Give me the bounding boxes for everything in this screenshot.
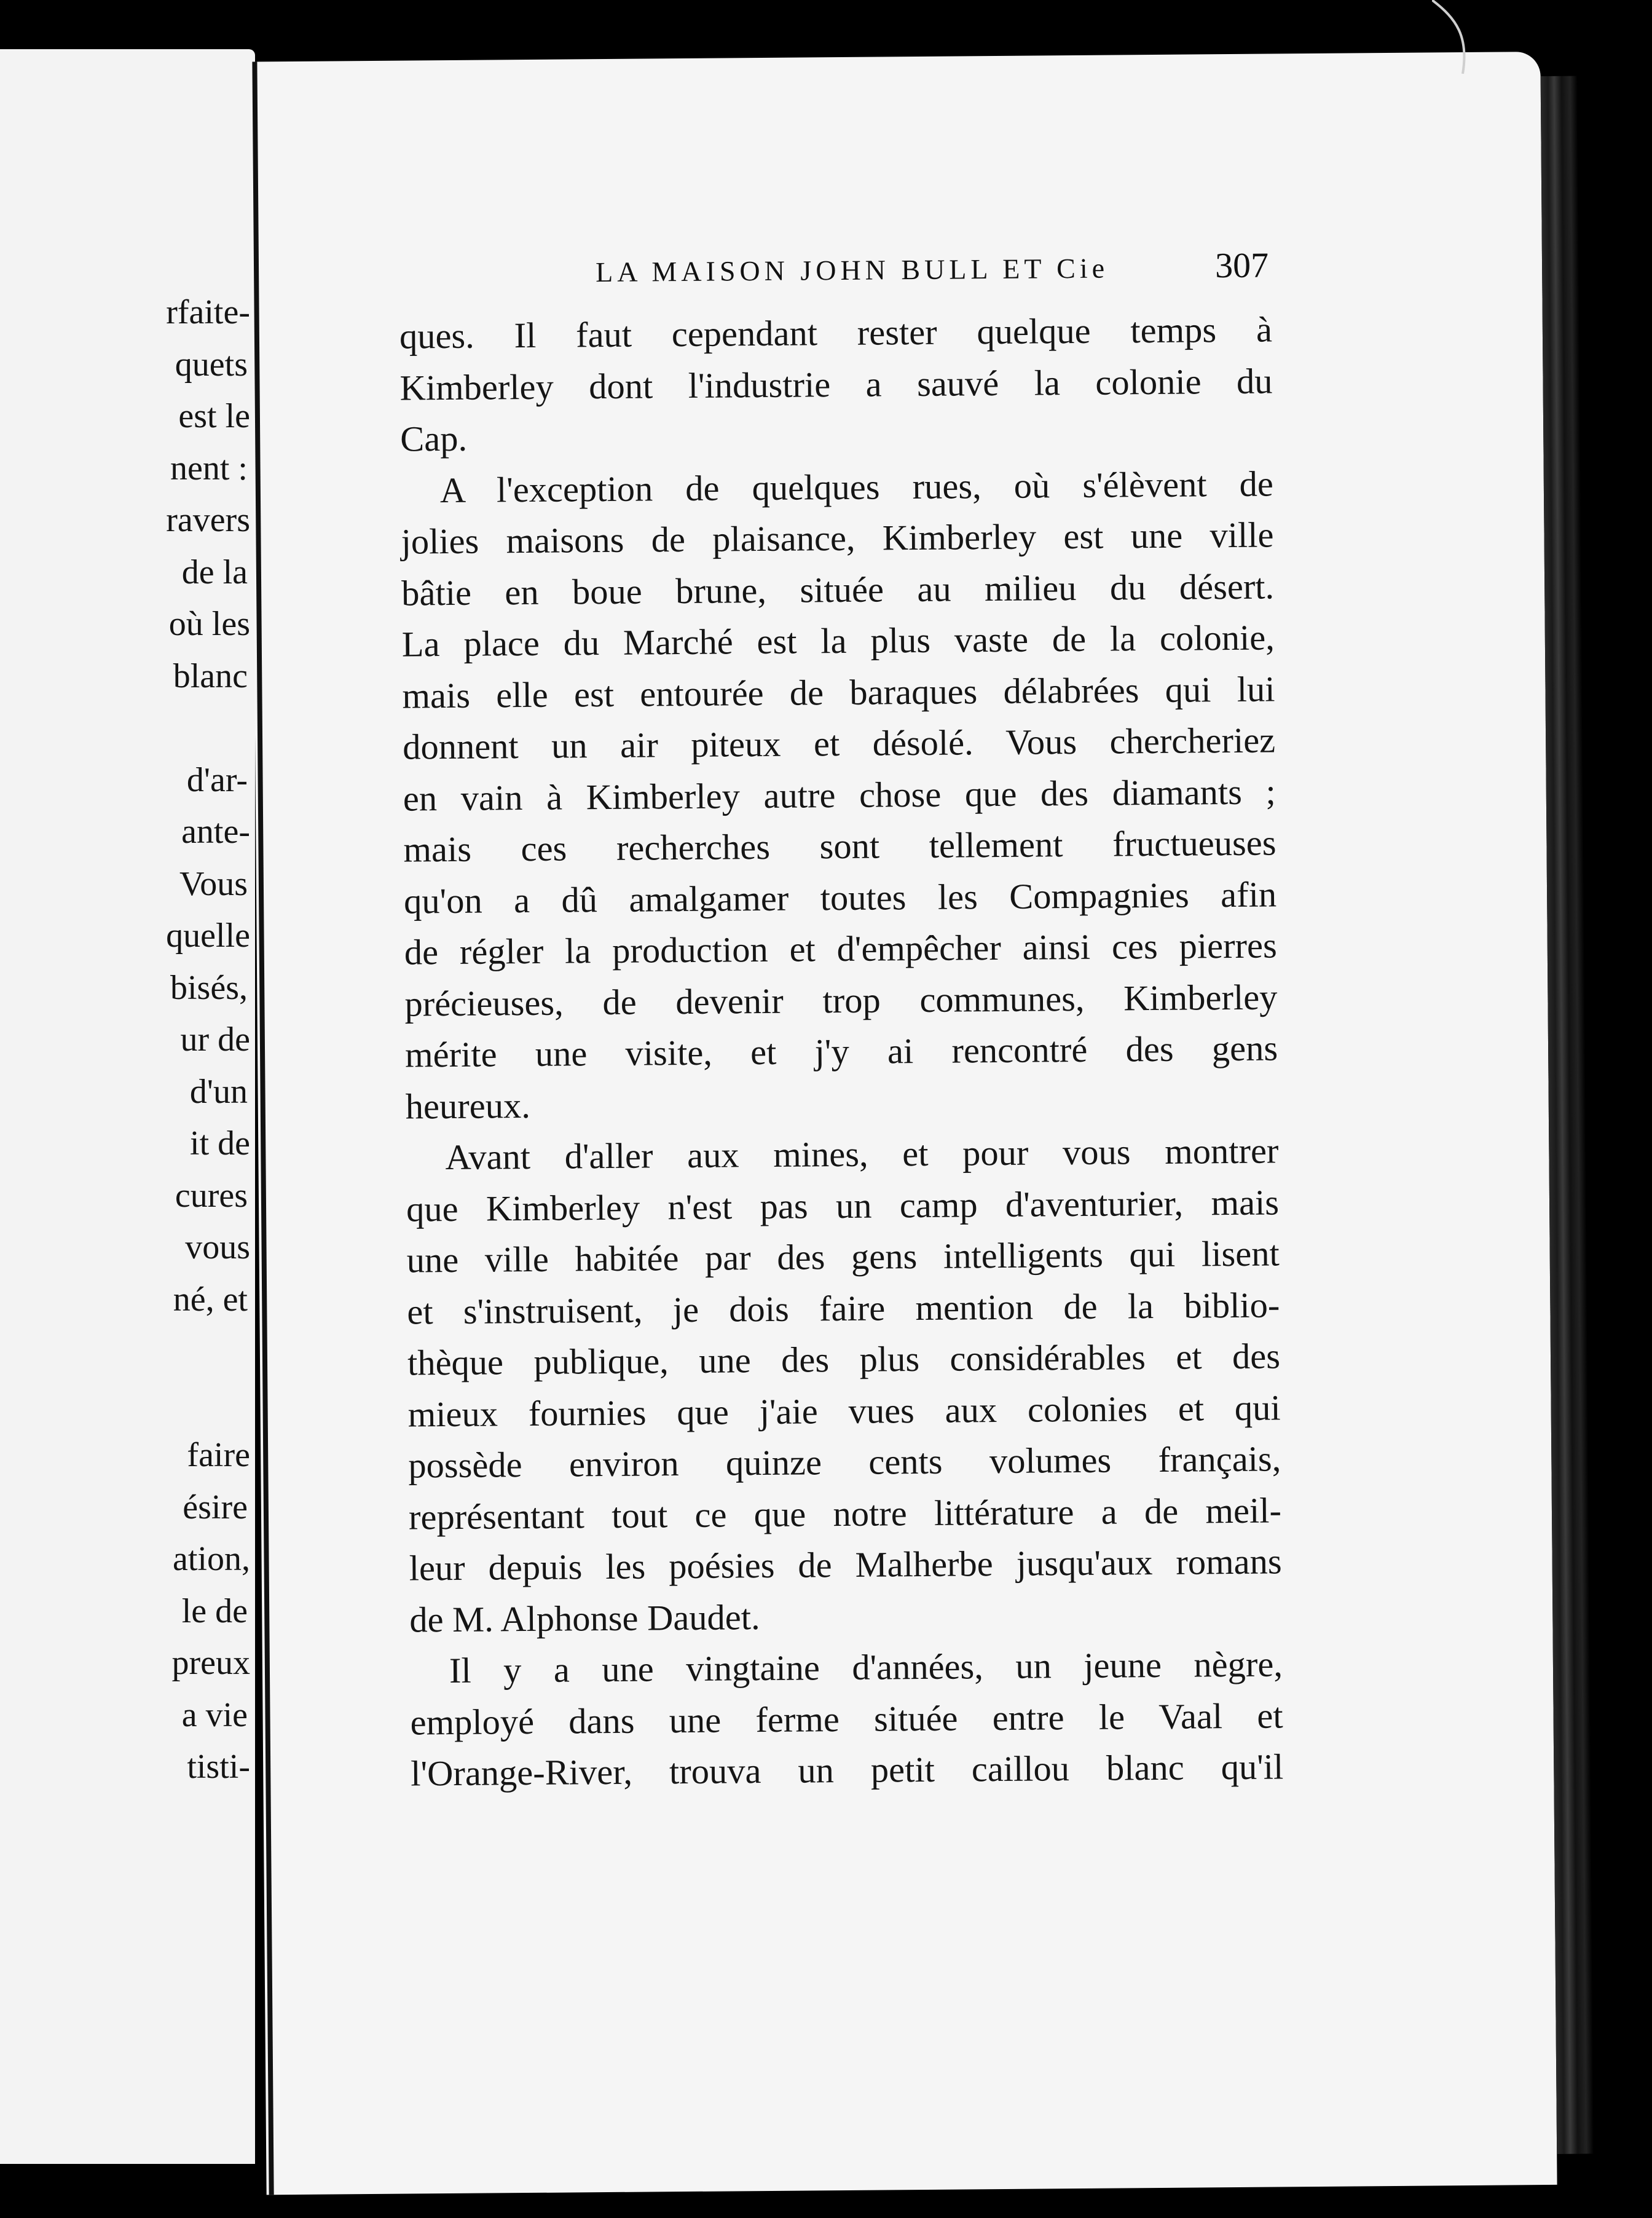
left-page-text-fragment: quelle [166,917,250,955]
left-page-text-fragment: le de [181,1592,248,1630]
left-page-text-fragment: it de [190,1124,250,1162]
left-page-text-fragment: quets [175,345,248,384]
body-text-line: en vain à Kimberley autre chose que des diamants ; [403,771,1276,819]
body-text-line: de M. Alphonse Daudet. [409,1596,760,1640]
body-text-line: jolies maisons de plaisance, Kimberley est une ville [401,515,1274,562]
left-page-text-fragment: d'un [189,1072,248,1111]
left-page-text-fragment: ésire [183,1488,248,1526]
body-text-line: donnent un air piteux et désolé. Vous chercheriez [402,720,1276,767]
body-text-line: Kimberley dont l'industrie a sauvé la colonie du [399,360,1273,408]
body-text-line: que Kimberley n'est pas un camp d'aventurier, mais [406,1182,1280,1229]
body-text-line: ques. Il faut cependant rester quelque temps à [399,309,1273,357]
left-page-text-fragment: ation, [173,1540,250,1578]
right-page [250,52,1557,2195]
body-text-line: de régler la production et d'empêcher ainsi ces pierres [404,925,1278,973]
body-text-line: précieuses, de devenir trop communes, Kimberley [404,976,1278,1024]
left-page-text-fragment: rfaite- [166,293,250,331]
body-text-line: Cap. [399,418,468,459]
left-page-text-fragment: né, et [173,1280,248,1319]
body-text-line: qu'on a dû amalgamer toutes les Compagnies afin [403,874,1277,922]
body-text-line: et s'instruisent, je dois faire mention de la biblio- [407,1284,1280,1332]
right-page-wrapper [250,52,1587,2195]
left-page-text-fragment: ur de [180,1020,250,1059]
body-text-line: A l'exception de quelques rues, où s'élèvent de [439,463,1274,510]
left-page-text-fragment: vous [185,1228,250,1266]
left-page-text-fragment: d'ar- [186,760,248,799]
body-text-line: mais elle est entourée de baraques délabrées qui lui [402,668,1275,716]
body-text-line: possède environ quinze cents volumes français, [408,1439,1281,1486]
left-page-text-fragment: de la [181,553,248,591]
left-page-text-fragment: blanc [173,657,248,695]
left-page-text-fragment: cures [175,1176,248,1215]
body-text-line: l'Orange-River, trouva un petit caillou blanc qu'il [411,1746,1284,1794]
body-text-line: heureux. [405,1085,531,1127]
page-corner-curl [1432,0,1481,74]
left-page-text-fragment: est le [178,397,250,435]
page-number: 307 [1214,245,1269,286]
running-head: LA MAISON JOHN BULL ET Cie [595,252,1109,288]
left-page-text-fragment: preux [171,1644,250,1682]
left-page-text-fragment: ravers [166,501,250,539]
body-text-line: Avant d'aller aux mines, et pour vous montrer [445,1131,1279,1178]
body-text-line: La place du Marché est la plus vaste de la colonie, [401,617,1275,665]
left-page-text-fragment: a vie [181,1695,248,1734]
left-page-text-fragment: où les [168,605,250,643]
gutter-line [252,61,273,2195]
left-page-text-fragment: ante- [181,813,250,851]
left-page-text-fragment: nent : [170,449,248,487]
body-text-line: leur depuis les poésies de Malherbe jusqu'aux romans [409,1541,1282,1589]
left-page-text-fragment: Vous [179,864,248,903]
left-page-text-fragment: faire [187,1436,250,1474]
left-page-text-fragment: tisti- [187,1748,250,1786]
body-text-line: bâtie en boue brune, située au milieu du désert. [401,566,1275,614]
body-text-line: représentant tout ce que notre littérature a de meil- [408,1490,1282,1537]
body-text-line: mérite une visite, et j'y ai rencontré des gens [404,1028,1278,1075]
body-text-line: mais ces recherches sont tellement fructueuses [403,823,1276,870]
body-text-line: thèque publique, une des plus considérables et des [407,1336,1281,1383]
body-text-line: Il y a une vingtaine d'années, un jeune nègre, [449,1644,1283,1691]
body-text-line: mieux fournies que j'aie vues aux colonies et qui [407,1387,1281,1435]
body-text-line: employé dans une ferme située entre le Vaal et [410,1695,1283,1743]
left-page-fragment [0,49,255,2164]
left-page-text-fragment: bisés, [170,968,248,1007]
body-text-line: une ville habitée par des gens intelligents qui lisent [406,1233,1280,1281]
